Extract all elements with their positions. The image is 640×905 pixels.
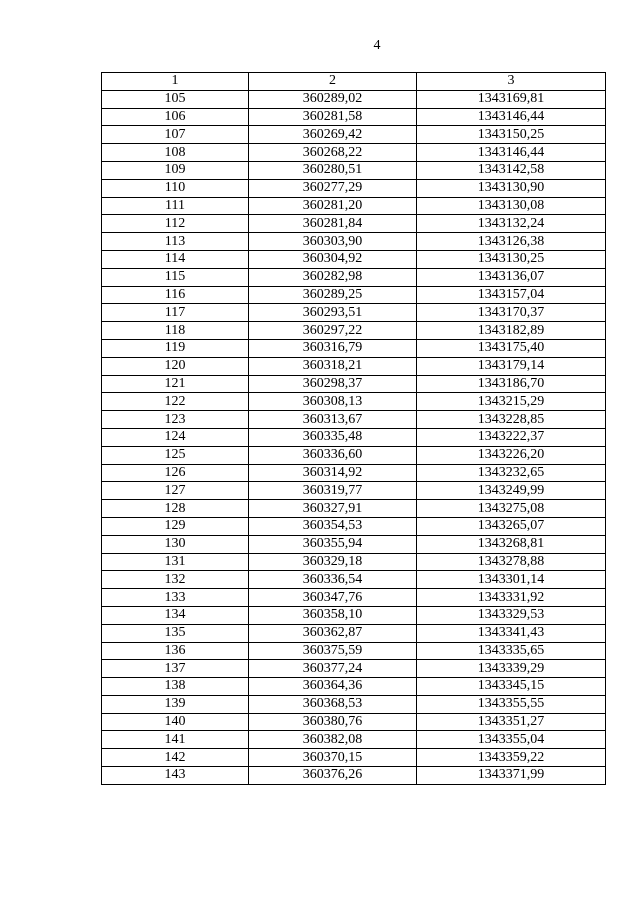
table-row xyxy=(102,286,606,304)
table-row xyxy=(102,446,606,464)
page-number: 4 xyxy=(373,38,381,53)
x-coordinate-cell: 360336,60 xyxy=(249,446,417,464)
y-coordinate-cell: 1343130,90 xyxy=(417,179,606,197)
point-number-cell: 140 xyxy=(102,713,249,731)
table-row xyxy=(102,589,606,607)
x-coordinate-cell: 360313,67 xyxy=(249,411,417,429)
table-row xyxy=(102,375,606,393)
y-coordinate-cell: 1343301,14 xyxy=(417,571,606,589)
point-number-cell: 121 xyxy=(102,375,249,393)
table-row xyxy=(102,695,606,713)
y-coordinate-cell: 1343371,99 xyxy=(417,767,606,785)
point-number-cell: 135 xyxy=(102,624,249,642)
point-number-cell: 134 xyxy=(102,606,249,624)
x-coordinate-cell: 360364,36 xyxy=(249,678,417,696)
point-number-cell: 110 xyxy=(102,179,249,197)
table-row xyxy=(102,571,606,589)
table-row xyxy=(102,339,606,357)
x-coordinate-cell: 360281,20 xyxy=(249,197,417,215)
x-coordinate-cell: 360289,25 xyxy=(249,286,417,304)
y-coordinate-cell: 1343150,25 xyxy=(417,126,606,144)
x-coordinate-cell: 360358,10 xyxy=(249,606,417,624)
x-coordinate-cell: 360327,91 xyxy=(249,500,417,518)
table-row xyxy=(102,642,606,660)
table-row xyxy=(102,322,606,340)
x-coordinate-cell: 360382,08 xyxy=(249,731,417,749)
table-row xyxy=(102,108,606,126)
x-coordinate-cell: 360355,94 xyxy=(249,535,417,553)
point-number-cell: 112 xyxy=(102,215,249,233)
table-row xyxy=(102,90,606,108)
x-coordinate-cell: 360375,59 xyxy=(249,642,417,660)
x-coordinate-cell: 360297,22 xyxy=(249,322,417,340)
table-header-row xyxy=(102,73,606,91)
x-coordinate-cell: 360280,51 xyxy=(249,161,417,179)
y-coordinate-cell: 1343331,92 xyxy=(417,589,606,607)
point-number-cell: 128 xyxy=(102,500,249,518)
table-row xyxy=(102,731,606,749)
y-coordinate-cell: 1343146,44 xyxy=(417,108,606,126)
table-row xyxy=(102,535,606,553)
point-number-cell: 120 xyxy=(102,357,249,375)
table-row xyxy=(102,482,606,500)
x-coordinate-cell: 360281,84 xyxy=(249,215,417,233)
point-number-cell: 131 xyxy=(102,553,249,571)
table-row xyxy=(102,553,606,571)
y-coordinate-cell: 1343136,07 xyxy=(417,268,606,286)
column-header-3: 3 xyxy=(417,73,606,91)
y-coordinate-cell: 1343215,29 xyxy=(417,393,606,411)
y-coordinate-cell: 1343329,53 xyxy=(417,606,606,624)
table-row xyxy=(102,215,606,233)
table-row xyxy=(102,464,606,482)
point-number-cell: 141 xyxy=(102,731,249,749)
y-coordinate-cell: 1343228,85 xyxy=(417,411,606,429)
x-coordinate-cell: 360362,87 xyxy=(249,624,417,642)
y-coordinate-cell: 1343179,14 xyxy=(417,357,606,375)
point-number-cell: 127 xyxy=(102,482,249,500)
point-number-cell: 117 xyxy=(102,304,249,322)
point-number-cell: 124 xyxy=(102,428,249,446)
x-coordinate-cell: 360368,53 xyxy=(249,695,417,713)
point-number-cell: 133 xyxy=(102,589,249,607)
point-number-cell: 130 xyxy=(102,535,249,553)
y-coordinate-cell: 1343126,38 xyxy=(417,233,606,251)
point-number-cell: 132 xyxy=(102,571,249,589)
x-coordinate-cell: 360298,37 xyxy=(249,375,417,393)
x-coordinate-cell: 360319,77 xyxy=(249,482,417,500)
y-coordinate-cell: 1343351,27 xyxy=(417,713,606,731)
x-coordinate-cell: 360336,54 xyxy=(249,571,417,589)
table-row xyxy=(102,304,606,322)
table-row xyxy=(102,161,606,179)
table-header xyxy=(102,73,606,91)
y-coordinate-cell: 1343278,88 xyxy=(417,553,606,571)
table-row xyxy=(102,500,606,518)
table-row xyxy=(102,179,606,197)
x-coordinate-cell: 360293,51 xyxy=(249,304,417,322)
point-number-cell: 116 xyxy=(102,286,249,304)
point-number-cell: 108 xyxy=(102,144,249,162)
table-row xyxy=(102,126,606,144)
x-coordinate-cell: 360268,22 xyxy=(249,144,417,162)
x-coordinate-cell: 360304,92 xyxy=(249,250,417,268)
column-header-2: 2 xyxy=(249,73,417,91)
coordinates-table xyxy=(101,72,606,785)
point-number-cell: 106 xyxy=(102,108,249,126)
y-coordinate-cell: 1343130,08 xyxy=(417,197,606,215)
point-number-cell: 122 xyxy=(102,393,249,411)
point-number-cell: 138 xyxy=(102,678,249,696)
point-number-cell: 142 xyxy=(102,749,249,767)
y-coordinate-cell: 1343341,43 xyxy=(417,624,606,642)
point-number-cell: 137 xyxy=(102,660,249,678)
point-number-cell: 115 xyxy=(102,268,249,286)
y-coordinate-cell: 1343275,08 xyxy=(417,500,606,518)
y-coordinate-cell: 1343226,20 xyxy=(417,446,606,464)
point-number-cell: 107 xyxy=(102,126,249,144)
table-row xyxy=(102,268,606,286)
point-number-cell: 109 xyxy=(102,161,249,179)
x-coordinate-cell: 360347,76 xyxy=(249,589,417,607)
y-coordinate-cell: 1343335,65 xyxy=(417,642,606,660)
x-coordinate-cell: 360377,24 xyxy=(249,660,417,678)
table-row xyxy=(102,393,606,411)
x-coordinate-cell: 360282,98 xyxy=(249,268,417,286)
x-coordinate-cell: 360289,02 xyxy=(249,90,417,108)
table-row xyxy=(102,660,606,678)
x-coordinate-cell: 360314,92 xyxy=(249,464,417,482)
y-coordinate-cell: 1343170,37 xyxy=(417,304,606,322)
column-header-1: 1 xyxy=(102,73,249,91)
point-number-cell: 118 xyxy=(102,322,249,340)
y-coordinate-cell: 1343146,44 xyxy=(417,144,606,162)
y-coordinate-cell: 1343175,40 xyxy=(417,339,606,357)
table-row xyxy=(102,624,606,642)
point-number-cell: 113 xyxy=(102,233,249,251)
table-row xyxy=(102,767,606,785)
x-coordinate-cell: 360329,18 xyxy=(249,553,417,571)
x-coordinate-cell: 360380,76 xyxy=(249,713,417,731)
table-row xyxy=(102,144,606,162)
y-coordinate-cell: 1343345,15 xyxy=(417,678,606,696)
x-coordinate-cell: 360376,26 xyxy=(249,767,417,785)
table-row xyxy=(102,606,606,624)
y-coordinate-cell: 1343182,89 xyxy=(417,322,606,340)
point-number-cell: 119 xyxy=(102,339,249,357)
y-coordinate-cell: 1343169,81 xyxy=(417,90,606,108)
point-number-cell: 111 xyxy=(102,197,249,215)
point-number-cell: 114 xyxy=(102,250,249,268)
table-row xyxy=(102,678,606,696)
y-coordinate-cell: 1343130,25 xyxy=(417,250,606,268)
point-number-cell: 125 xyxy=(102,446,249,464)
y-coordinate-cell: 1343232,65 xyxy=(417,464,606,482)
x-coordinate-cell: 360318,21 xyxy=(249,357,417,375)
point-number-cell: 136 xyxy=(102,642,249,660)
x-coordinate-cell: 360269,42 xyxy=(249,126,417,144)
table-row xyxy=(102,713,606,731)
y-coordinate-cell: 1343359,22 xyxy=(417,749,606,767)
x-coordinate-cell: 360354,53 xyxy=(249,517,417,535)
table-row xyxy=(102,428,606,446)
y-coordinate-cell: 1343186,70 xyxy=(417,375,606,393)
y-coordinate-cell: 1343355,04 xyxy=(417,731,606,749)
table-row xyxy=(102,749,606,767)
point-number-cell: 105 xyxy=(102,90,249,108)
table-row xyxy=(102,233,606,251)
point-number-cell: 123 xyxy=(102,411,249,429)
y-coordinate-cell: 1343142,58 xyxy=(417,161,606,179)
table-row xyxy=(102,517,606,535)
point-number-cell: 143 xyxy=(102,767,249,785)
y-coordinate-cell: 1343222,37 xyxy=(417,428,606,446)
table-row xyxy=(102,411,606,429)
x-coordinate-cell: 360303,90 xyxy=(249,233,417,251)
y-coordinate-cell: 1343132,24 xyxy=(417,215,606,233)
table-body xyxy=(102,90,606,784)
x-coordinate-cell: 360370,15 xyxy=(249,749,417,767)
y-coordinate-cell: 1343265,07 xyxy=(417,517,606,535)
point-number-cell: 139 xyxy=(102,695,249,713)
y-coordinate-cell: 1343249,99 xyxy=(417,482,606,500)
y-coordinate-cell: 1343157,04 xyxy=(417,286,606,304)
table-row xyxy=(102,250,606,268)
x-coordinate-cell: 360335,48 xyxy=(249,428,417,446)
y-coordinate-cell: 1343355,55 xyxy=(417,695,606,713)
y-coordinate-cell: 1343268,81 xyxy=(417,535,606,553)
x-coordinate-cell: 360277,29 xyxy=(249,179,417,197)
table-row xyxy=(102,197,606,215)
x-coordinate-cell: 360281,58 xyxy=(249,108,417,126)
y-coordinate-cell: 1343339,29 xyxy=(417,660,606,678)
point-number-cell: 126 xyxy=(102,464,249,482)
x-coordinate-cell: 360316,79 xyxy=(249,339,417,357)
point-number-cell: 129 xyxy=(102,517,249,535)
x-coordinate-cell: 360308,13 xyxy=(249,393,417,411)
table-row xyxy=(102,357,606,375)
